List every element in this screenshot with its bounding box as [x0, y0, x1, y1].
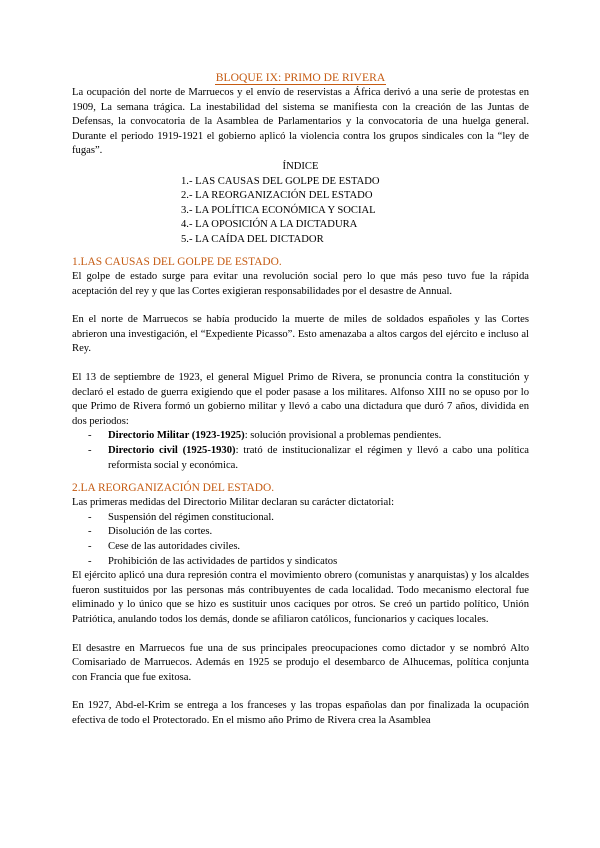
section2-paragraph-3: En 1927, Abd-el-Krim se entrega a los franceses y las tropas españolas dan por finalizada la ocupación efectiva de todo el Protectorado. En el mismo año Primo de Rivera crea la Asamblea — [72, 700, 529, 726]
period-text: : trató de institucionalizar el régimen y llevó a cabo una política reformista social y económica. — [108, 445, 529, 471]
index-item: 2.- LA REORGANIZACIÓN DEL ESTADO — [181, 190, 373, 202]
index-heading: ÍNDICE — [282, 160, 319, 172]
index-item: 3.- LA POLÍTICA ECONÓMICA Y SOCIAL — [181, 204, 376, 216]
paragraph-gap — [72, 685, 529, 699]
paragraph-gap — [72, 357, 529, 371]
period-term: Directorio Militar (1923-1925) — [108, 430, 245, 442]
section1-paragraph-3: El 13 de septiembre de 1923, el general Miguel Primo de Rivera, se pronuncia contra la constitución y declaró el estado de guerra exigiendo que el poder pasase a los militares. Alfonso XIII no se opuso por lo que Primo de Rivera formó un gobierno militar y llevó a cabo una dictadura que duró 7 años, dividida en dos periodos: — [72, 372, 529, 427]
intro-paragraph: La ocupación del norte de Marruecos y el envío de reservistas a África derivó a una serie de protestas en 1909, La semana trágica. La inestabilidad del sistema se manifiesta con la creación de las Juntas de Defensas, la convocatoria de la Asamblea de Parlamentarios y la convocatoria de una huelga general. Durante el periodo 1919-1921 el gobierno aplicó la violencia contra los grupos sindicales con la “ley de fugas”. — [72, 87, 529, 157]
periods-list — [72, 429, 529, 473]
period-item — [88, 429, 529, 444]
paragraph-gap — [72, 299, 529, 313]
measure-item: - Suspensión del régimen constitucional. — [88, 511, 529, 526]
section2-paragraph-2: El desastre en Marruecos fue una de sus principales preocupaciones como dictador y se nombró Alto Comisariado de Marruecos. Además en 1925 se produjo el desembarco de Alhucemas, política conjunta con Francia que fue exitosa. — [72, 642, 529, 683]
index-item: 4.- LA OPOSICIÓN A LA DICTADURA — [181, 219, 358, 231]
measure-item: - Cese de las autoridades civiles. — [88, 540, 529, 555]
section1-heading: 1.LAS CAUSAS DEL GOLPE DE ESTADO. — [72, 256, 282, 269]
document-title: BLOQUE IX: PRIMO DE RIVERA — [215, 71, 386, 84]
section2-heading: 2.LA REORGANIZACIÓN DEL ESTADO. — [72, 482, 275, 495]
section1-paragraph-1: El golpe de estado surge para evitar una revolución social pero lo que más peso tuvo fue la rápida aceptación del rey y que las Cortes exigieran responsabilidades por el desastre de Annual. — [72, 271, 529, 297]
section1-paragraph-2: En el norte de Marruecos se había producido la muerte de miles de soldados españoles y las Cortes abrieron una investigación, el “Expediente Picasso”. Esto amenazaba a altos cargos del ejército e incluso al Rey. — [72, 314, 529, 355]
section2-paragraph-1: El ejército aplicó una dura represión contra el movimiento obrero (comunistas y anarquistas) y los alcaldes fueron sustituidos por las personas más contribuyentes de cada localidad. Todo mecanismo electoral fue eliminado y lo único que se hizo es sustituir unos caciques por otros. Se creó un partido político, Unión Patriótica, anulando todos los demás, donde se afiliaron católicos, funcionarios y caciques locales. — [72, 570, 529, 625]
document-title-wrap — [72, 70, 529, 86]
measures-list — [72, 511, 529, 569]
period-item — [88, 444, 529, 473]
period-text: : solución provisional a problemas pendientes. — [244, 430, 442, 442]
index-item: 1.- LAS CAUSAS DEL GOLPE DE ESTADO — [181, 175, 380, 187]
index-list — [181, 175, 529, 248]
paragraph-gap — [72, 628, 529, 642]
index-item: 5.- LA CAÍDA DEL DICTADOR — [181, 233, 324, 245]
measure-item: - Disolución de las cortes. — [88, 525, 529, 540]
measure-item: - Prohibición de las actividades de partidos y sindicatos — [88, 555, 529, 570]
section2-lead: Las primeras medidas del Directorio Militar declaran su carácter dictatorial: — [72, 497, 395, 509]
period-term: Directorio civil (1925-1930) — [108, 445, 236, 456]
